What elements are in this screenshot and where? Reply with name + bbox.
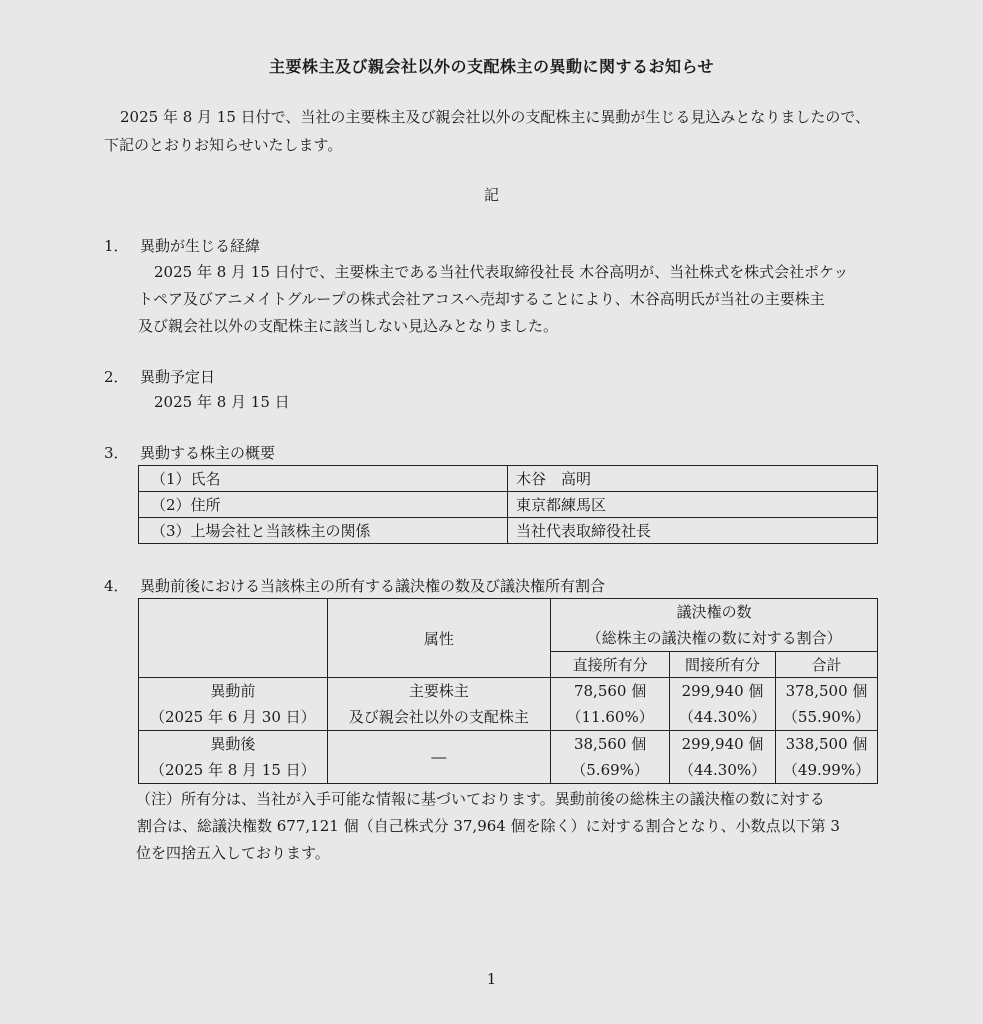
intro-line-2: 下記のとおりお知らせいたします。 [104, 136, 343, 154]
section-4-title: 異動前後における当該株主の所有する議決権の数及び議決権所有割合 [140, 577, 606, 595]
summary-label-address: （2）住所 [139, 492, 508, 518]
header-votes-line-1: 議決権の数 [676, 603, 752, 621]
section-3-number: 3． [104, 444, 129, 462]
intro-line-1: 2025 年 8 月 15 日付で、当社の主要株主及び親会社以外の支配株主に異動が生じる見込みとなりましたので、 [120, 108, 871, 126]
row-before-direct: 78,560 個 （11.60%） [551, 678, 670, 731]
header-votes-line-2: （総株主の議決権の数に対する割合） [586, 629, 842, 647]
row-before-total: 378,500 個 （55.90%） [776, 678, 878, 731]
row-before-period: 異動前 （2025 年 6 月 30 日） [139, 678, 328, 731]
row-before-attr: 主要株主 及び親会社以外の支配株主 [327, 678, 550, 731]
summary-value-relationship: 当社代表取締役社長 [508, 518, 878, 544]
header-votes [551, 599, 878, 652]
header-empty-cell [139, 599, 328, 678]
page-number: 1 [486, 970, 497, 988]
summary-value-name: 木谷 高明 [508, 466, 878, 492]
section-1-line-3: 及び親会社以外の支配株主に該当しない見込みとなりました。 [138, 317, 559, 335]
header-indirect: 間接所有分 [670, 652, 776, 678]
footnote-line-2: 割合は、総議決権数 677,121 個（自己株式分 37,964 個を除く）に対する割合となり、小数点以下第 3 [137, 817, 840, 835]
footnote-line-1: （注）所有分は、当社が入手可能な情報に基づいております。異動前後の総株主の議決権の数に対する [136, 790, 825, 808]
table-row [139, 492, 878, 518]
row-after-total: 338,500 個 （49.99%） [776, 731, 878, 784]
table-row [139, 678, 878, 731]
section-2-heading [104, 366, 215, 387]
summary-value-address: 東京都練馬区 [508, 492, 878, 518]
section-1-body [138, 259, 888, 340]
table-header-row [139, 599, 878, 652]
section-3-title: 異動する株主の概要 [140, 444, 276, 462]
shareholder-summary-table [138, 465, 878, 544]
section-3-heading [104, 442, 275, 463]
footnote [136, 786, 896, 867]
row-after-indirect: 299,940 個 （44.30%） [670, 731, 776, 784]
document-title: 主要株主及び親会社以外の支配株主の異動に関するお知らせ [268, 57, 715, 76]
section-1-line-1: 2025 年 8 月 15 日付で、主要株主である当社代表取締役社長 木谷高明が、当社株式を株式会社ポケッ [154, 263, 849, 281]
header-direct: 直接所有分 [551, 652, 670, 678]
section-2-body [138, 389, 888, 416]
row-after-period: 異動後 （2025 年 8 月 15 日） [139, 731, 328, 784]
intro-paragraph [104, 103, 894, 159]
summary-label-name: （1）氏名 [139, 466, 508, 492]
table-row [139, 466, 878, 492]
section-2-date: 2025 年 8 月 15 日 [154, 393, 290, 411]
ki-marker: 記 [483, 186, 499, 204]
table-row [139, 518, 878, 544]
table-row [139, 731, 878, 784]
voting-rights-table [138, 598, 878, 784]
section-2-title: 異動予定日 [140, 368, 216, 386]
section-1-line-2: トペア及びアニメイトグループの株式会社アコスへ売却することにより、木谷高明氏が当社の主要株主 [138, 290, 825, 308]
summary-label-relationship: （3）上場会社と当該株主の関係 [139, 518, 508, 544]
header-total: 合計 [776, 652, 878, 678]
section-1-title: 異動が生じる経緯 [140, 237, 261, 255]
section-4-heading [104, 575, 605, 596]
footnote-line-3: 位を四捨五入しております。 [136, 844, 330, 862]
header-attr: 属性 [327, 599, 550, 678]
row-after-attr: ― [327, 731, 550, 784]
section-4-number: 4． [104, 577, 129, 595]
section-1-number: 1． [104, 237, 129, 255]
section-2-number: 2． [104, 368, 129, 386]
row-before-indirect: 299,940 個 （44.30%） [670, 678, 776, 731]
section-1-heading [104, 235, 260, 256]
row-after-direct: 38,560 個 （5.69%） [551, 731, 670, 784]
